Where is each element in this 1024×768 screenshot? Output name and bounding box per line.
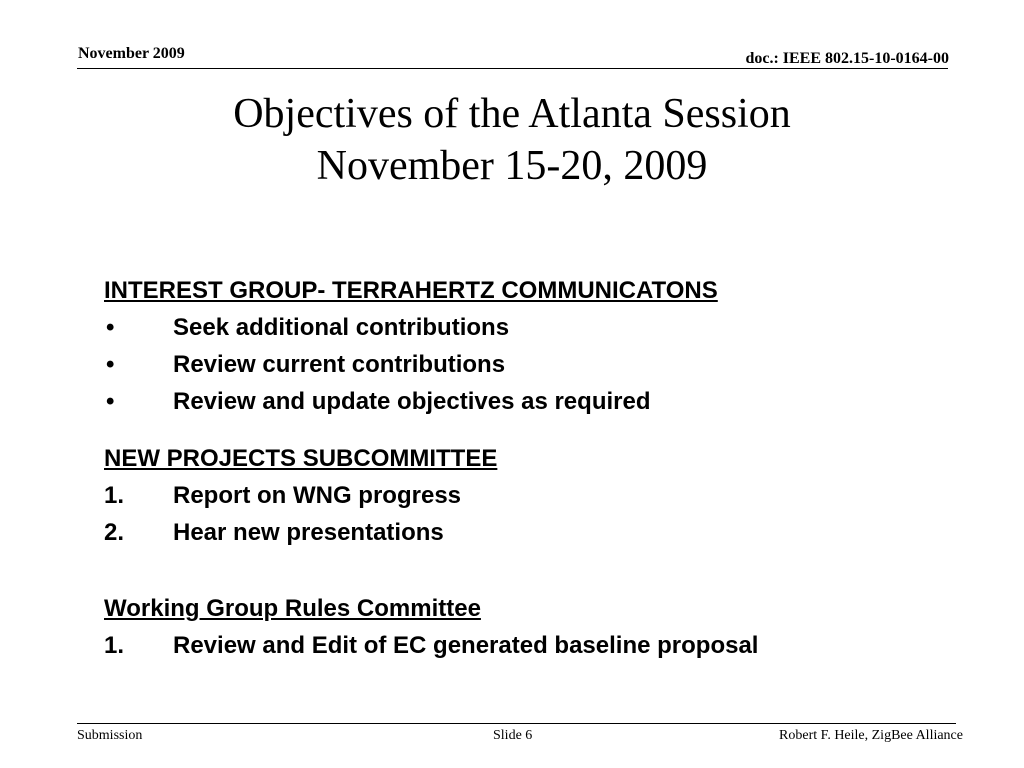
section-spacer (104, 420, 718, 440)
list-item-text: Review current contributions (173, 351, 506, 378)
header-doc-id: doc.: IEEE 802.15-10-0164-00 (745, 50, 949, 67)
section-heading: NEW PROJECTS SUBCOMMITTEE (104, 445, 498, 472)
list-item-text: Review and update objectives as required (173, 388, 651, 415)
section-new-projects (104, 440, 718, 551)
list-item (104, 627, 759, 664)
section-heading: Working Group Rules Committee (104, 595, 481, 622)
list-item-text: Report on WNG progress (173, 482, 462, 509)
footer-divider (77, 723, 956, 724)
section-interest-group (104, 272, 718, 420)
bullet-marker: • (106, 351, 115, 378)
list-item-text: Seek additional contributions (173, 314, 510, 341)
slide-title-line-1: Objectives of the Atlanta Session (233, 91, 791, 137)
list-item-text: Review and Edit of EC generated baseline proposal (173, 632, 759, 659)
slide-title (0, 88, 1024, 192)
footer-slide-number: Slide 6 (493, 728, 533, 743)
footer-submission: Submission (77, 728, 143, 743)
bullet-marker: • (106, 388, 115, 415)
header-divider (77, 68, 948, 69)
footer-author: Robert F. Heile, ZigBee Alliance (779, 728, 963, 743)
slide-body (104, 272, 759, 664)
section-heading: INTEREST GROUP- TERRAHERTZ COMMUNICATONS (104, 277, 718, 304)
number-marker: 1. (104, 482, 125, 509)
number-marker: 1. (104, 632, 125, 659)
list-item (104, 346, 718, 383)
bullet-marker: • (106, 314, 115, 341)
list-item (104, 309, 718, 346)
slide-title-line-2: November 15-20, 2009 (316, 143, 708, 189)
list-item (104, 383, 718, 420)
header-date: November 2009 (78, 45, 185, 62)
list-item-text: Hear new presentations (173, 519, 444, 546)
number-marker: 2. (104, 519, 125, 546)
list-item (104, 514, 718, 551)
section-rules-committee (104, 590, 759, 664)
section-spacer (104, 551, 718, 590)
list-item (104, 477, 718, 514)
